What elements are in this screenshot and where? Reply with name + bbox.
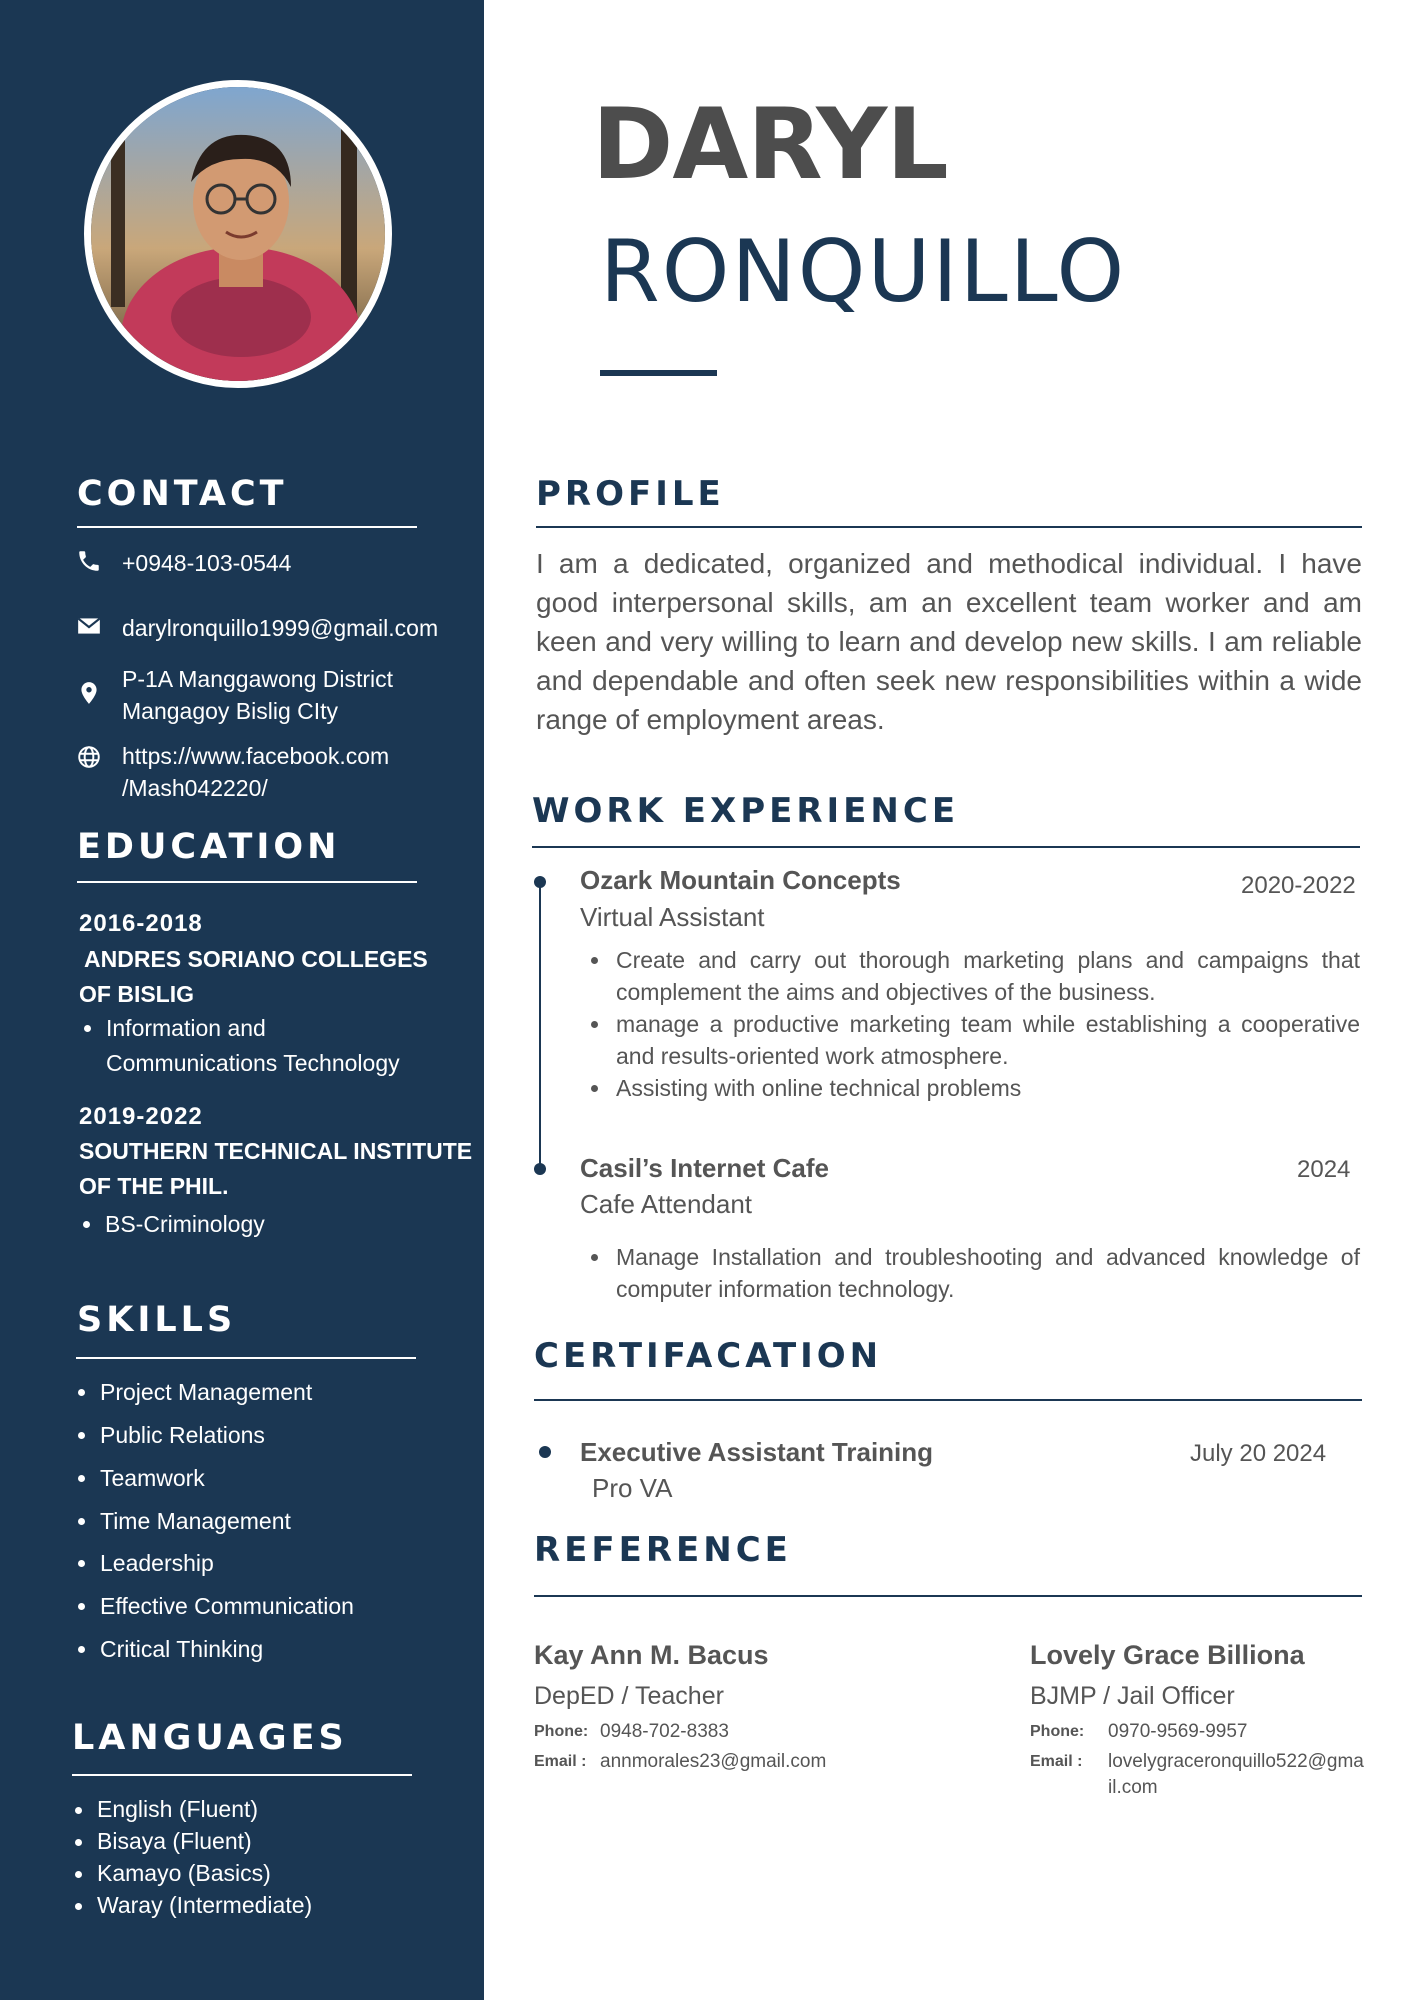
timeline-dot	[534, 1163, 546, 1175]
certification-heading: CERTIFACATION	[534, 1336, 883, 1376]
reference-email-label: Email :	[534, 1753, 587, 1770]
name-underline	[600, 370, 717, 376]
reference-email[interactable]: annmorales23@gmail.com	[600, 1751, 827, 1772]
language-item: English (Fluent)	[97, 1793, 258, 1825]
skills-divider	[76, 1357, 416, 1359]
profile-divider	[536, 526, 1362, 528]
contact-phone	[76, 547, 291, 579]
certification-title: Executive Assistant Training	[580, 1437, 934, 1467]
certification-divider	[534, 1399, 1362, 1401]
profile-summary: I am a dedicated, organized and methodical individual. I have good interpersonal skills, am an excellent team worker and am keen and very willing to learn and develop new skills. I am reliable and dependable and often seek new responsibilities within a wide range of employment areas.	[536, 548, 1362, 735]
contact-email	[76, 612, 438, 644]
reference-title: DepED / Teacher	[534, 1682, 724, 1710]
job-duties	[616, 1241, 1360, 1305]
last-name: RONQUILLO	[600, 222, 1127, 322]
certification-dot	[539, 1446, 551, 1458]
reference-phone: 0948-702-8383	[600, 1721, 729, 1742]
education-course: BS-Criminology	[105, 1207, 265, 1242]
address: P-1A Manggawong District Mangagoy Bislig CIty	[122, 666, 394, 724]
work-divider	[532, 846, 1360, 848]
certification-issuer: Pro VA	[592, 1473, 673, 1503]
job-duty: Assisting with online technical problems	[616, 1072, 1360, 1104]
job-company: Ozark Mountain Concepts	[580, 865, 901, 895]
job-role: Virtual Assistant	[580, 902, 765, 932]
education-years: 2016-2018	[79, 910, 203, 937]
phone-number: +0948-103-0544	[122, 550, 292, 576]
phone-icon	[76, 548, 102, 574]
education-school: ANDRES SORIANO COLLEGES OF BISLIG	[79, 946, 428, 1007]
email-icon	[76, 613, 102, 639]
skill-item: Teamwork	[100, 1461, 205, 1496]
globe-icon	[76, 744, 102, 770]
job-duty: Create and carry out thorough marketing plans and campaigns that complement the aims and objectives of the business.	[616, 944, 1360, 1008]
job-duty: manage a productive marketing team while establishing a cooperative and results-oriented work atmosphere.	[616, 1008, 1360, 1072]
skill-item: Time Management	[100, 1504, 291, 1539]
job-dates: 2024	[1297, 1156, 1351, 1183]
education-years: 2019-2022	[79, 1103, 203, 1130]
contact-heading: CONTACT	[77, 474, 288, 514]
education-course: Information and Communications Technology	[106, 1011, 400, 1081]
reference-heading: REFERENCE	[534, 1530, 792, 1570]
profile-heading: PROFILE	[536, 474, 725, 514]
languages-divider	[72, 1774, 412, 1776]
job-company: Casil’s Internet Cafe	[580, 1153, 830, 1183]
reference-phone-label: Phone:	[1030, 1723, 1085, 1740]
reference-name: Kay Ann M. Bacus	[534, 1640, 769, 1670]
sidebar	[0, 0, 484, 2000]
education-heading: EDUCATION	[77, 827, 341, 867]
skill-item: Effective Communication	[100, 1589, 354, 1624]
education-divider	[77, 881, 417, 883]
job-duty: Manage Installation and troubleshooting and advanced knowledge of computer information technology.	[616, 1241, 1360, 1305]
job-role: Cafe Attendant	[580, 1189, 753, 1219]
reference-email-label: Email :	[1030, 1753, 1083, 1770]
skill-item: Leadership	[100, 1546, 214, 1581]
certification-date: July 20 2024	[1190, 1440, 1327, 1467]
profile-photo	[84, 80, 392, 388]
education-school: SOUTHERN TECHNICAL INSTITUTE OF THE PHIL.	[79, 1138, 473, 1199]
contact-divider	[77, 526, 417, 528]
first-name: DARYL	[592, 88, 948, 202]
skill-item: Critical Thinking	[100, 1632, 263, 1667]
language-item: Bisaya (Fluent)	[97, 1825, 252, 1857]
contact-website	[76, 740, 389, 804]
languages-heading: LANGUAGES	[72, 1718, 348, 1758]
reference-email[interactable]: lovelygraceronquillo522@gma il.com	[1108, 1751, 1364, 1798]
job-dates: 2020-2022	[1241, 872, 1356, 899]
job-duties	[616, 944, 1360, 1104]
reference-name: Lovely Grace Billiona	[1030, 1640, 1305, 1670]
reference-divider	[534, 1595, 1362, 1597]
timeline-line	[539, 882, 541, 1168]
timeline-dot	[534, 876, 546, 888]
language-item: Waray (Intermediate)	[97, 1889, 312, 1921]
location-icon	[76, 680, 102, 706]
reference-title: BJMP / Jail Officer	[1030, 1682, 1235, 1710]
contact-address	[76, 663, 393, 727]
reference-phone: 0970-9569-9957	[1108, 1721, 1248, 1742]
skill-item: Public Relations	[100, 1418, 265, 1453]
reference-phone-label: Phone:	[534, 1723, 589, 1740]
work-heading: WORK EXPERIENCE	[532, 791, 960, 831]
website-link[interactable]: https://www.facebook.com /Mash042220/	[122, 743, 390, 801]
email-address[interactable]: darylronquillo1999@gmail.com	[122, 615, 439, 641]
language-item: Kamayo (Basics)	[97, 1857, 271, 1889]
skills-heading: SKILLS	[77, 1300, 237, 1340]
skill-item: Project Management	[100, 1375, 312, 1410]
